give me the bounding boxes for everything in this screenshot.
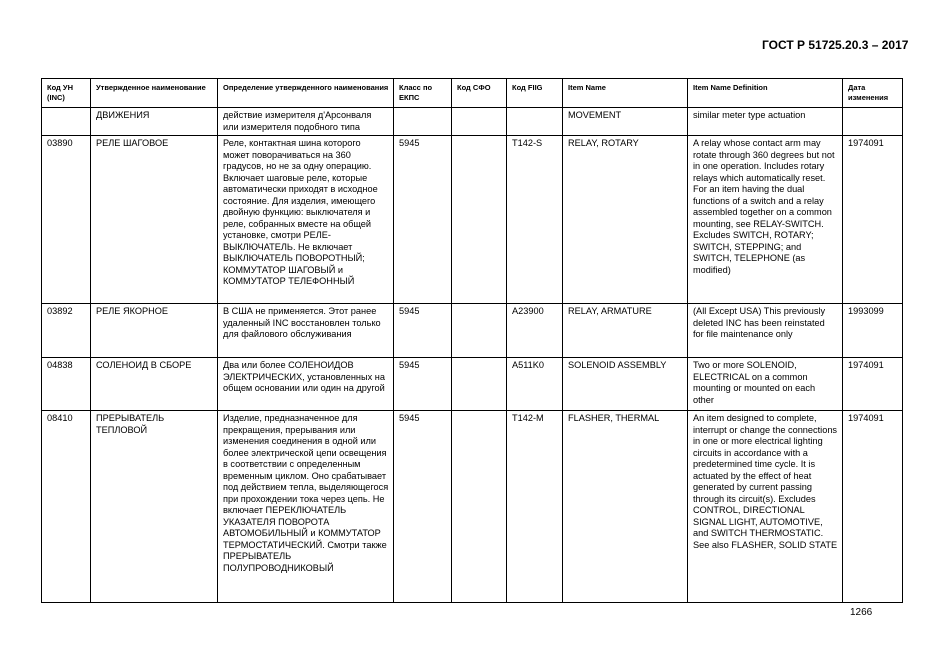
cell-item-definition: An item designed to complete, interrupt or change the connections in one or more electrical lighting circuits in accordance with a predetermined time cycle. It is actuated by the effect of heat generated by current passing through its circuit(s). Excludes CONTROL, DIRECTIONAL SIGNAL LIGHT, AUTOMOTIVE, and SWITCH THERMOSTATIC. See also FLASHER, SOLID STATE (688, 411, 843, 603)
cell-definition: В США не применяется. Этот ранее удаленный INC восстановлен только для файлового обслуживания (218, 304, 394, 358)
cell-item-definition: Two or more SOLENOID, ELECTRICAL on a common mounting or mounted on each other (688, 358, 843, 411)
cell-item-name: MOVEMENT (563, 108, 688, 136)
cell-name: РЕЛЕ ШАГОВОЕ (91, 136, 218, 304)
cell-inc (42, 108, 91, 136)
table-row (42, 411, 903, 603)
col-header-fiig: Код FIIG (507, 79, 563, 108)
document-header: ГОСТ Р 51725.20.3 – 2017 (762, 38, 909, 52)
cell-item-name: SOLENOID ASSEMBLY (563, 358, 688, 411)
cell-definition: Два или более СОЛЕНОИДОВ ЭЛЕКТРИЧЕСКИХ, установленных на общем основании или один на другой (218, 358, 394, 411)
cell-name: СОЛЕНОИД В СБОРЕ (91, 358, 218, 411)
col-header-sfo: Код СФО (452, 79, 507, 108)
cell-inc: 08410 (42, 411, 91, 603)
cell-sfo (452, 358, 507, 411)
cell-sfo (452, 411, 507, 603)
cell-item-definition: similar meter type actuation (688, 108, 843, 136)
page-number: 1266 (850, 607, 873, 618)
table-row (42, 304, 903, 358)
cell-fiig: T142-M (507, 411, 563, 603)
cell-fsc: 5945 (394, 304, 452, 358)
cell-sfo (452, 136, 507, 304)
cell-inc: 03890 (42, 136, 91, 304)
cell-definition: Изделие, предназначенное для прекращения, прерывания или изменения соединения в одной или более электрической цепи освещения в соответствии с определенным временным циклом. Оно срабатывает под действием тепла, выделяющегося при прохождении тока через цепь. Не включает ПЕРЕКЛЮЧАТЕЛЬ УКАЗАТЕЛЯ ПОВОРОТА АВТОМОБИЛЬНЫЙ и КОММУТАТОР ТЕРМОСТАТИЧЕСКИЙ. Смотри также ПРЕРЫВАТЕЛЬ ПОЛУПРОВОДНИКОВЫЙ (218, 411, 394, 603)
col-header-date: Дата изменения (843, 79, 903, 108)
table-row (42, 108, 903, 136)
table-header-row (42, 79, 903, 108)
cell-name: ПРЕРЫВАТЕЛЬ ТЕПЛОВОЙ (91, 411, 218, 603)
cell-fiig: A511K0 (507, 358, 563, 411)
cell-item-name: RELAY, ARMATURE (563, 304, 688, 358)
cell-inc: 04838 (42, 358, 91, 411)
cell-fiig (507, 108, 563, 136)
cell-date: 1974091 (843, 411, 903, 603)
catalog-table (41, 78, 903, 603)
table-row (42, 358, 903, 411)
cell-fsc (394, 108, 452, 136)
cell-date: 1974091 (843, 358, 903, 411)
cell-date: 1974091 (843, 136, 903, 304)
cell-definition: Реле, контактная шина которого может поворачиваться на 360 градусов, но не за одну операцию. Включает шаговые реле, которые автоматически приходят в исходное состояние. Для изделия, имеющего двойную функцию: выключателя и реле, собранных вместе на общей установке, смотри РЕЛЕ-ВЫКЛЮЧАТЕЛЬ. Не включает ВЫКЛЮЧАТЕЛЬ ПОВОРОТНЫЙ; КОММУТАТОР ШАГОВЫЙ и КОММУТАТОР ТЕЛЕФОННЫЙ (218, 136, 394, 304)
col-header-item-name: Item Name (563, 79, 688, 108)
cell-definition: действие измерителя д'Арсонваля или измерителя подобного типа (218, 108, 394, 136)
cell-sfo (452, 108, 507, 136)
col-header-definition: Определение утвержденного наименования (218, 79, 394, 108)
col-header-fsc: Класс по ЕКПС (394, 79, 452, 108)
col-header-item-definition: Item Name Definition (688, 79, 843, 108)
cell-item-definition: A relay whose contact arm may rotate through 360 degrees but not in one operation. Includes rotary relays which automatically reset. For an item having the dual functions of a switch and a relay assembled together on a common mounting, see RELAY-SWITCH. Excludes SWITCH, ROTARY; SWITCH, STEPPING; and SWITCH, TELEPHONE (as modified) (688, 136, 843, 304)
col-header-name: Утвержденное наименование (91, 79, 218, 108)
cell-item-definition: (All Except USA) This previously deleted INC has been reinstated for file maintenance only (688, 304, 843, 358)
col-header-inc: Код УН (INC) (42, 79, 91, 108)
cell-fiig: T142-S (507, 136, 563, 304)
cell-name: ДВИЖЕНИЯ (91, 108, 218, 136)
cell-item-name: RELAY, ROTARY (563, 136, 688, 304)
cell-fsc: 5945 (394, 136, 452, 304)
cell-date: 1993099 (843, 304, 903, 358)
cell-date (843, 108, 903, 136)
cell-name: РЕЛЕ ЯКОРНОЕ (91, 304, 218, 358)
table-row (42, 136, 903, 304)
cell-inc: 03892 (42, 304, 91, 358)
cell-item-name: FLASHER, THERMAL (563, 411, 688, 603)
cell-sfo (452, 304, 507, 358)
cell-fiig: A23900 (507, 304, 563, 358)
cell-fsc: 5945 (394, 358, 452, 411)
cell-fsc: 5945 (394, 411, 452, 603)
